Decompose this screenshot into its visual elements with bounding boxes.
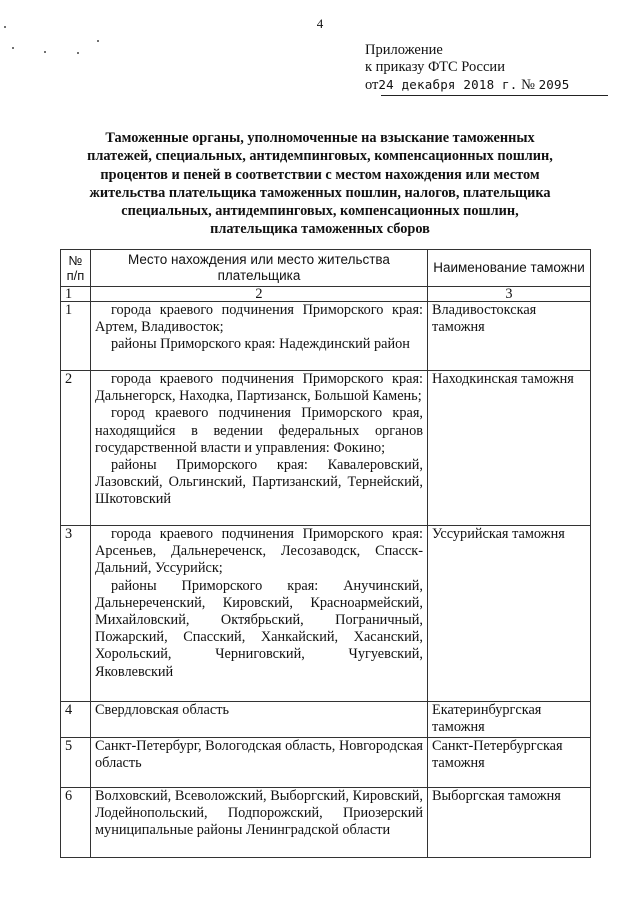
row-customs: Уссурийская таможня — [428, 526, 591, 702]
row-number: 5 — [61, 738, 91, 788]
customs-table — [60, 249, 591, 858]
table-row — [61, 738, 591, 788]
table-row — [61, 702, 591, 738]
header-customs: Наименование таможни — [428, 250, 591, 287]
header-number: № п/п — [61, 250, 91, 287]
row-place — [91, 788, 428, 858]
place-paragraph: районы Приморского края: Анучинский, Дальнереченский, Кировский, Красноармейский, Михайловский, Октябрьский, Пограничный, Пожарский, Спасский, Ханкайский, Хасанский, Хорольский, Черниговский, Чугуевский, Яковлевский — [95, 577, 423, 680]
order-underline — [381, 95, 608, 96]
place-paragraph: город краевого подчинения Приморского края, находящийся в ведении федеральных органов государственной власти и управления: Фокино; — [95, 405, 423, 456]
header-place: Место нахождения или место жительства плательщика — [91, 250, 428, 287]
place-paragraph: города краевого подчинения Приморского края: Арсеньев, Дальнереченск, Лесозаводск, Спасск-Дальний, Уссурийск; — [95, 526, 423, 577]
row-customs: Владивостокская таможня — [428, 302, 591, 371]
row-place — [91, 302, 428, 371]
table-row — [61, 302, 591, 371]
place-paragraph: города краевого подчинения Приморского края: Дальнегорск, Находка, Партизанск, Большой Камень; — [95, 371, 423, 405]
page-number: 4 — [316, 16, 324, 31]
table-header-row — [61, 250, 591, 287]
index-cell: 3 — [428, 287, 591, 302]
row-number: 4 — [61, 702, 91, 738]
row-customs: Находкинская таможня — [428, 371, 591, 526]
order-date: 24 декабря 2018 г. — [378, 77, 518, 92]
appendix-label: Приложение — [365, 42, 443, 58]
row-place — [91, 702, 428, 738]
appendix-order-ref: к приказу ФТС России — [365, 59, 505, 75]
row-number: 3 — [61, 526, 91, 702]
row-place — [91, 371, 428, 526]
table-row — [61, 371, 591, 526]
table-row — [61, 788, 591, 858]
row-number: 2 — [61, 371, 91, 526]
order-prefix: от — [365, 77, 379, 93]
place-paragraph: Санкт-Петербург, Вологодская область, Новгородская область — [95, 738, 423, 772]
place-paragraph: города краевого подчинения Приморского края: Артем, Владивосток; — [95, 302, 423, 336]
order-number-label: № — [521, 77, 535, 93]
order-number: 2095 — [538, 77, 570, 92]
index-cell: 2 — [91, 287, 428, 302]
table-index-row — [61, 287, 591, 302]
place-paragraph: Волховский, Всеволожский, Выборгский, Кировский, Лодейнопольский, Подпорожский, Приозерский муниципальные районы Ленинградской области — [95, 788, 423, 839]
row-number: 6 — [61, 788, 91, 858]
index-cell: 1 — [61, 287, 91, 302]
table-row — [61, 526, 591, 702]
row-place — [91, 526, 428, 702]
row-number: 1 — [61, 302, 91, 371]
row-customs: Екатеринбургская таможня — [428, 702, 591, 738]
row-customs: Выборгская таможня — [428, 788, 591, 858]
appendix-block — [365, 42, 569, 94]
row-place — [91, 738, 428, 788]
document-title: Таможенные органы, уполномоченные на взыскание таможенных платежей, специальных, антидемпинговых, компенсационных пошлин, процентов и пеней в соответствии с местом нахождения или местом жительства плательщика таможенных пошлин, налогов, плательщика специальных, антидемпинговых, компенсационных пошлин, плательщика таможенных сборов — [87, 130, 553, 238]
appendix-order-line — [365, 76, 569, 94]
place-paragraph: Свердловская область — [95, 702, 229, 718]
place-paragraph: районы Приморского края: Кавалеровский, Лазовский, Ольгинский, Партизанский, Тернейский, Шкотовский — [95, 457, 423, 508]
row-customs: Санкт-Петербургская таможня — [428, 738, 591, 788]
place-paragraph: районы Приморского края: Надеждинский район — [111, 336, 410, 353]
